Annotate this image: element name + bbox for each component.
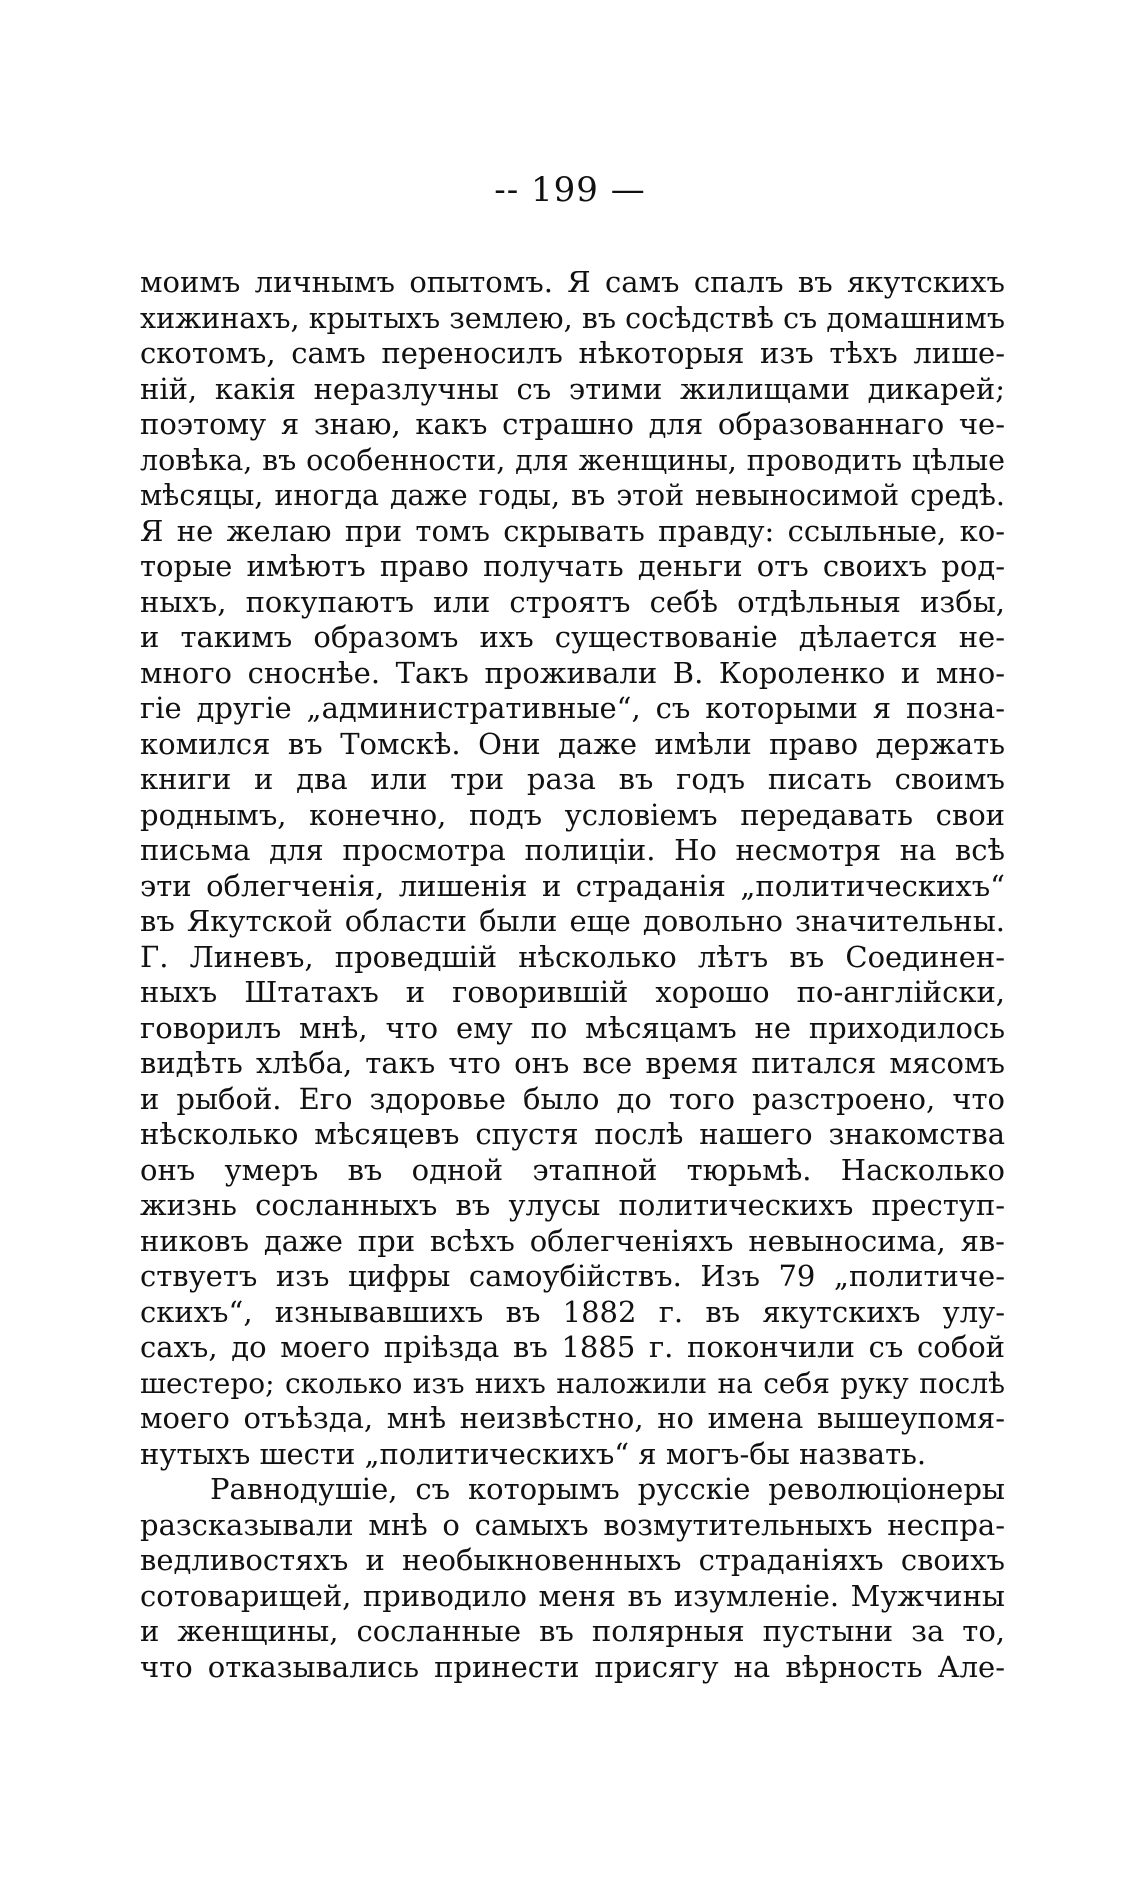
text-line: и женщины, сосланные въ полярныя пустыни за то, [140, 1614, 1005, 1648]
text-line: шестеро; сколько изъ нихъ наложили на себя руку послѣ [140, 1366, 1005, 1400]
text-line: никовъ даже при всѣхъ облегченіяхъ невыносима, яв- [140, 1223, 1005, 1258]
text-line: и такимъ образомъ ихъ существованіе дѣлается не- [140, 620, 1005, 654]
text-line: видѣть хлѣба, такъ что онъ все время питался мясомъ [140, 1046, 1005, 1080]
text-line: скихъ“, изнывавшихъ въ 1882 г. въ якутскихъ улу- [140, 1294, 1005, 1329]
text-line: гіе другіе „административные“, съ которыми я позна- [140, 691, 1005, 725]
text-line: хижинахъ, крытыхъ землею, въ сосѣдствѣ съ домашнимъ [140, 301, 1005, 335]
text-line: сахъ, до моего пріѣзда въ 1885 г. покончили съ собой [140, 1330, 1005, 1364]
text-line: письма для просмотра полиціи. Но несмотря на всѣ [140, 833, 1005, 867]
text-line: ловѣка, въ особенности, для женщины, проводить цѣлые [140, 443, 1005, 477]
text-line: и рыбой. Его здоровье было до того разстроено, что [140, 1081, 1005, 1116]
text-line: моимъ личнымъ опытомъ. Я самъ спалъ въ якутскихъ [140, 265, 1005, 299]
text-line: эти облегченія, лишенія и страданія „политическихъ“ [140, 868, 1005, 903]
text-line: поэтому я знаю, какъ страшно для образованнаго че- [140, 407, 1005, 441]
text-line: разсказывали мнѣ о самыхъ возмутительныхъ неспра- [140, 1507, 1005, 1542]
text-line: нѣсколько мѣсяцевъ спустя послѣ нашего знакомства [140, 1117, 1005, 1151]
text-line: моего отъѣзда, мнѣ неизвѣстно, но имена вышеупомя- [140, 1401, 1005, 1435]
text-line: роднымъ, конечно, подъ условіемъ передавать свои [140, 797, 1005, 832]
text-line: торые имѣютъ право получать деньги отъ своихъ род- [140, 549, 1005, 583]
text-line: ведливостяхъ и необыкновенныхъ страданіяхъ своихъ [140, 1543, 1005, 1577]
paragraph-end-line: нутыхъ шести „политическихъ“ я могъ-бы назвать. [140, 1436, 927, 1471]
text-line: говорилъ мнѣ, что ему по мѣсяцамъ не приходилось [140, 1010, 1005, 1045]
text-line: ныхъ, покупаютъ или строятъ себѣ отдѣльныя избы, [140, 584, 1005, 619]
text-line: ствуетъ изъ цифры самоубійствъ. Изъ 79 „политиче- [140, 1259, 1005, 1293]
text-line: въ Якутской области были еще довольно значительны. [140, 904, 1005, 938]
text-line: что отказывались принести присягу на вѣрность Але- [140, 1649, 1005, 1684]
page-number: -- 199 — [494, 170, 646, 210]
text-line: ній, какія неразлучны съ этими жилищами дикарей; [140, 371, 1005, 406]
body-text [140, 265, 1005, 1685]
text-line: скотомъ, самъ переносилъ нѣкоторыя изъ тѣхъ лише- [140, 336, 1005, 370]
text-line: книги и два или три раза въ годъ писать своимъ [140, 762, 1005, 796]
text-line: сотоварищей, приводило меня въ изумленіе. Мужчины [140, 1578, 1005, 1613]
paragraph-start-line: Равнодушіе, съ которымъ русскіе революціонеры [210, 1472, 1005, 1506]
text-line: ныхъ Штатахъ и говорившій хорошо по-англійски, [140, 975, 1005, 1009]
text-line: Я не желаю при томъ скрывать правду: ссыльные, ко- [140, 513, 1005, 548]
text-line: комился въ Томскѣ. Они даже имѣли право держать [140, 726, 1005, 761]
text-line: онъ умеръ въ одной этапной тюрьмѣ. Насколько [140, 1152, 1005, 1187]
text-line: много сноснѣе. Такъ проживали В. Короленко и мно- [140, 655, 1005, 690]
text-line: жизнь сосланныхъ въ улусы политическихъ преступ- [140, 1188, 1005, 1222]
text-line: Г. Линевъ, проведшій нѣсколько лѣтъ въ Соединен- [140, 939, 1005, 974]
text-line: мѣсяцы, иногда даже годы, въ этой невыносимой средѣ. [140, 479, 1005, 512]
